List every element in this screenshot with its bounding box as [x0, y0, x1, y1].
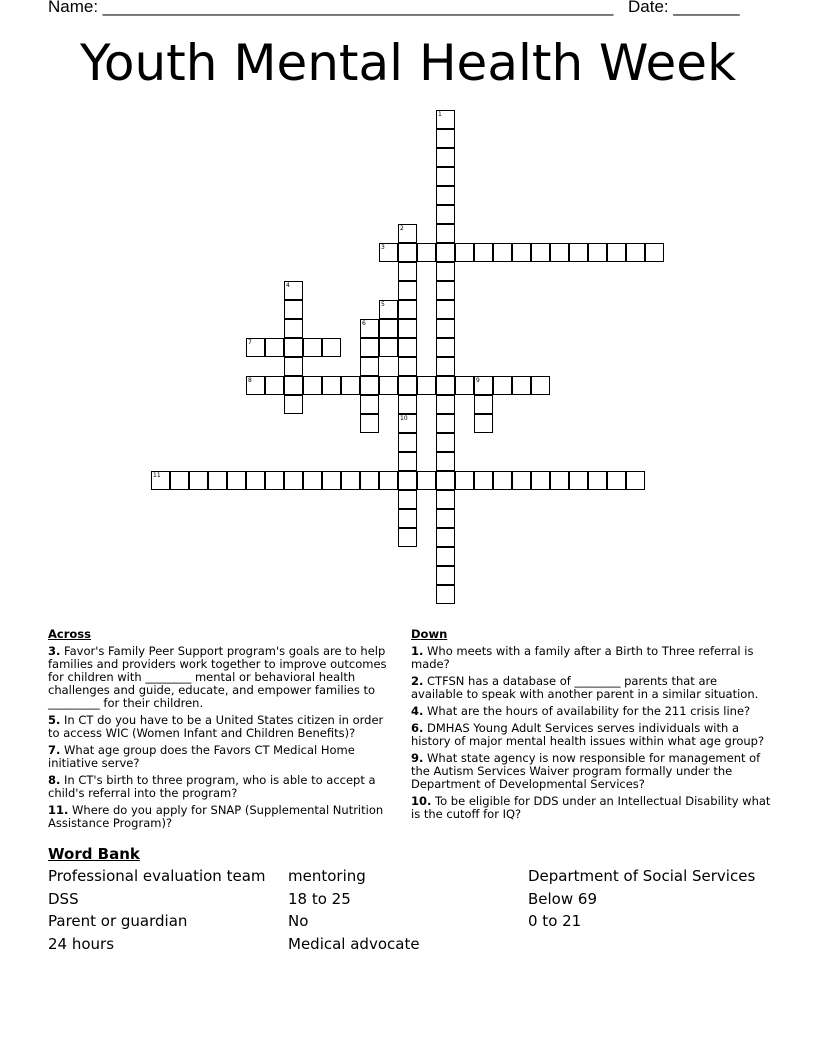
clue-number: 8. — [48, 773, 61, 787]
across-clues — [48, 628, 396, 834]
crossword-cell[interactable] — [626, 471, 645, 490]
clue-text: Who meets with a family after a Birth to Three referral is made? — [411, 644, 754, 671]
crossword-cell[interactable] — [322, 338, 341, 357]
crossword-cell[interactable] — [303, 471, 322, 490]
word-bank-item: DSS — [48, 890, 79, 908]
crossword-cell[interactable] — [455, 243, 474, 262]
crossword-cell[interactable] — [493, 243, 512, 262]
down-clue — [411, 705, 771, 718]
crossword-cell[interactable] — [379, 471, 398, 490]
crossword-cell[interactable] — [208, 471, 227, 490]
across-clue — [48, 744, 396, 770]
crossword-cell[interactable] — [398, 281, 417, 300]
down-clue — [411, 752, 771, 791]
word-bank-item: Parent or guardian — [48, 912, 188, 930]
crossword-cell[interactable] — [284, 338, 303, 357]
down-clue — [411, 795, 771, 821]
crossword-cell[interactable] — [474, 243, 493, 262]
crossword-cell[interactable] — [455, 376, 474, 395]
crossword-cell[interactable] — [398, 243, 417, 262]
cell-number: 10 — [400, 415, 408, 422]
down-heading: Down — [411, 627, 448, 641]
clue-text: Where do you apply for SNAP (Supplemental Nutrition Assistance Program)? — [48, 803, 384, 830]
crossword-cell[interactable] — [360, 471, 379, 490]
across-clue — [48, 714, 396, 740]
cell-number: 1 — [438, 111, 442, 118]
crossword-cell[interactable] — [284, 376, 303, 395]
crossword-cell[interactable] — [588, 471, 607, 490]
crossword-cell[interactable] — [436, 300, 455, 319]
crossword-cell[interactable] — [284, 395, 303, 414]
crossword-cell[interactable] — [436, 129, 455, 148]
clue-text: Favor's Family Peer Support program's goals are to help families and providers work together to improve outcomes for children with ________ mental or behavioral health challenges and guide, educate, and empower families to _________ for their children. — [48, 644, 387, 710]
crossword-cell[interactable] — [360, 338, 379, 357]
crossword-cell[interactable] — [341, 471, 360, 490]
clue-number: 9. — [411, 751, 424, 765]
word-bank-item: No — [288, 912, 309, 930]
crossword-cell[interactable] — [436, 509, 455, 528]
clue-text: What are the hours of availability for the 211 crisis line? — [427, 704, 751, 718]
cell-number: 7 — [248, 339, 252, 346]
crossword-cell[interactable] — [626, 243, 645, 262]
clue-text: In CT do you have to be a United States citizen in order to access WIC (Women Infant and Children Benefits)? — [48, 713, 384, 740]
cell-number: 2 — [400, 225, 404, 232]
crossword-cell[interactable] — [398, 357, 417, 376]
crossword-cell[interactable] — [436, 338, 455, 357]
clue-number: 10. — [411, 794, 432, 808]
crossword-cell[interactable] — [531, 243, 550, 262]
crossword-cell[interactable] — [170, 471, 189, 490]
word-bank-item: mentoring — [288, 867, 366, 885]
crossword-cell[interactable] — [550, 471, 569, 490]
crossword-cell[interactable] — [607, 243, 626, 262]
crossword-cell[interactable] — [379, 319, 398, 338]
crossword-cell[interactable] — [303, 338, 322, 357]
crossword-cell[interactable] — [474, 471, 493, 490]
crossword-cell[interactable] — [398, 471, 417, 490]
crossword-cell[interactable] — [398, 433, 417, 452]
crossword-cell[interactable] — [512, 243, 531, 262]
crossword-cell[interactable] — [284, 471, 303, 490]
crossword-cell[interactable] — [436, 205, 455, 224]
word-bank-heading: Word Bank — [48, 845, 140, 863]
word-bank-item: 24 hours — [48, 935, 115, 953]
crossword-cell[interactable] — [588, 243, 607, 262]
crossword-cell[interactable] — [436, 281, 455, 300]
crossword-cell[interactable] — [398, 319, 417, 338]
word-bank-item: Below 69 — [528, 890, 597, 908]
crossword-cell[interactable] — [360, 414, 379, 433]
clue-text: What state agency is now responsible for management of the Autism Services Waiver program formally under the Department of Developmental Services? — [411, 751, 761, 791]
crossword-cell[interactable] — [360, 376, 379, 395]
crossword-cell[interactable] — [436, 547, 455, 566]
crossword-cell[interactable] — [493, 471, 512, 490]
clue-number: 11. — [48, 803, 69, 817]
crossword-cell[interactable] — [474, 395, 493, 414]
crossword-cell[interactable] — [360, 357, 379, 376]
cell-number: 8 — [248, 377, 252, 384]
crossword-cell[interactable] — [398, 490, 417, 509]
cell-number: 4 — [286, 282, 290, 289]
clue-number: 2. — [411, 674, 424, 688]
word-bank-item: Medical advocate — [288, 935, 420, 953]
crossword-cell[interactable] — [436, 319, 455, 338]
crossword-cell[interactable] — [436, 528, 455, 547]
crossword-cell[interactable] — [436, 376, 455, 395]
word-bank-item: Department of Social Services — [528, 867, 756, 885]
down-clue — [411, 722, 771, 748]
crossword-cell[interactable] — [645, 243, 664, 262]
crossword-cell[interactable] — [398, 395, 417, 414]
puzzle-title: Youth Mental Health Week — [79, 34, 737, 92]
word-bank — [48, 845, 768, 953]
crossword-cell[interactable] — [436, 186, 455, 205]
clue-text: CTFSN has a database of ________ parents that are available to speak with another parent in a similar situation. — [411, 674, 759, 701]
down-clues — [411, 628, 771, 825]
clue-number: 1. — [411, 644, 424, 658]
clue-text: What age group does the Favors CT Medical Home initiative serve? — [48, 743, 355, 770]
crossword-cell[interactable] — [265, 338, 284, 357]
crossword-cell[interactable] — [265, 376, 284, 395]
crossword-cell[interactable] — [341, 376, 360, 395]
crossword-cell[interactable] — [512, 376, 531, 395]
crossword-cell[interactable] — [455, 471, 474, 490]
crossword-cell[interactable] — [569, 471, 588, 490]
crossword-cell[interactable] — [512, 471, 531, 490]
crossword-cell[interactable] — [398, 376, 417, 395]
name-field-label[interactable]: Name: ______________________________________________________ — [48, 0, 614, 16]
crossword-cell[interactable] — [436, 262, 455, 281]
crossword-cell[interactable] — [284, 319, 303, 338]
crossword-cell[interactable] — [474, 414, 493, 433]
crossword-cell[interactable] — [322, 471, 341, 490]
crossword-cell[interactable] — [493, 376, 512, 395]
word-bank-item: Professional evaluation team — [48, 867, 266, 885]
crossword-cell[interactable] — [417, 471, 436, 490]
crossword-cell[interactable] — [246, 471, 265, 490]
across-clue — [48, 774, 396, 800]
word-bank-item: 0 to 21 — [528, 912, 582, 930]
crossword-cell[interactable] — [436, 471, 455, 490]
crossword-cell[interactable] — [607, 471, 626, 490]
crossword-cell[interactable] — [398, 528, 417, 547]
down-clue — [411, 675, 771, 701]
across-clue — [48, 645, 396, 710]
crossword-cell[interactable] — [436, 148, 455, 167]
crossword-cell[interactable] — [227, 471, 246, 490]
crossword-cell[interactable] — [436, 566, 455, 585]
clue-number: 6. — [411, 721, 424, 735]
across-clue — [48, 804, 396, 830]
crossword-cell[interactable] — [398, 509, 417, 528]
cell-number: 3 — [381, 244, 385, 251]
crossword-cell[interactable] — [417, 376, 436, 395]
crossword-cell[interactable] — [417, 243, 436, 262]
crossword-cell[interactable] — [436, 585, 455, 604]
crossword-cell[interactable] — [379, 338, 398, 357]
cell-number: 9 — [476, 377, 480, 384]
clue-number: 4. — [411, 704, 424, 718]
clue-number: 5. — [48, 713, 61, 727]
crossword-cell[interactable] — [398, 452, 417, 471]
crossword-cell[interactable] — [436, 452, 455, 471]
crossword-cell[interactable] — [436, 414, 455, 433]
crossword-cell[interactable] — [322, 376, 341, 395]
crossword-cell[interactable] — [398, 338, 417, 357]
crossword-cell[interactable] — [436, 433, 455, 452]
crossword-cell[interactable] — [550, 243, 569, 262]
crossword-cell[interactable] — [360, 395, 379, 414]
date-field-label[interactable]: Date: _______ — [628, 0, 740, 16]
crossword-cell[interactable] — [379, 376, 398, 395]
clue-text: DMHAS Young Adult Services serves individuals with a history of major mental health issues within what age group? — [411, 721, 765, 748]
cell-number: 5 — [381, 301, 385, 308]
clue-text: In CT's birth to three program, who is able to accept a child's referral into the program? — [48, 773, 376, 800]
clue-text: To be eligible for DDS under an Intellectual Disability what is the cutoff for IQ? — [411, 794, 771, 821]
crossword-cell[interactable] — [284, 357, 303, 376]
crossword-cell[interactable] — [436, 224, 455, 243]
crossword-cell[interactable] — [531, 471, 550, 490]
crossword-cell[interactable] — [436, 357, 455, 376]
crossword-cell[interactable] — [398, 262, 417, 281]
crossword-cell[interactable] — [265, 471, 284, 490]
crossword-cell[interactable] — [398, 300, 417, 319]
crossword-cell[interactable] — [436, 243, 455, 262]
clue-number: 7. — [48, 743, 61, 757]
crossword-cell[interactable] — [436, 167, 455, 186]
crossword-cell[interactable] — [436, 395, 455, 414]
crossword-cell[interactable] — [303, 376, 322, 395]
crossword-cell[interactable] — [531, 376, 550, 395]
across-heading: Across — [48, 627, 91, 641]
word-bank-item: 18 to 25 — [288, 890, 351, 908]
crossword-cell[interactable] — [284, 300, 303, 319]
cell-number: 11 — [153, 472, 161, 479]
crossword-cell[interactable] — [189, 471, 208, 490]
clue-number: 3. — [48, 644, 61, 658]
crossword-cell[interactable] — [436, 490, 455, 509]
cell-number: 6 — [362, 320, 366, 327]
down-clue — [411, 645, 771, 671]
crossword-cell[interactable] — [569, 243, 588, 262]
